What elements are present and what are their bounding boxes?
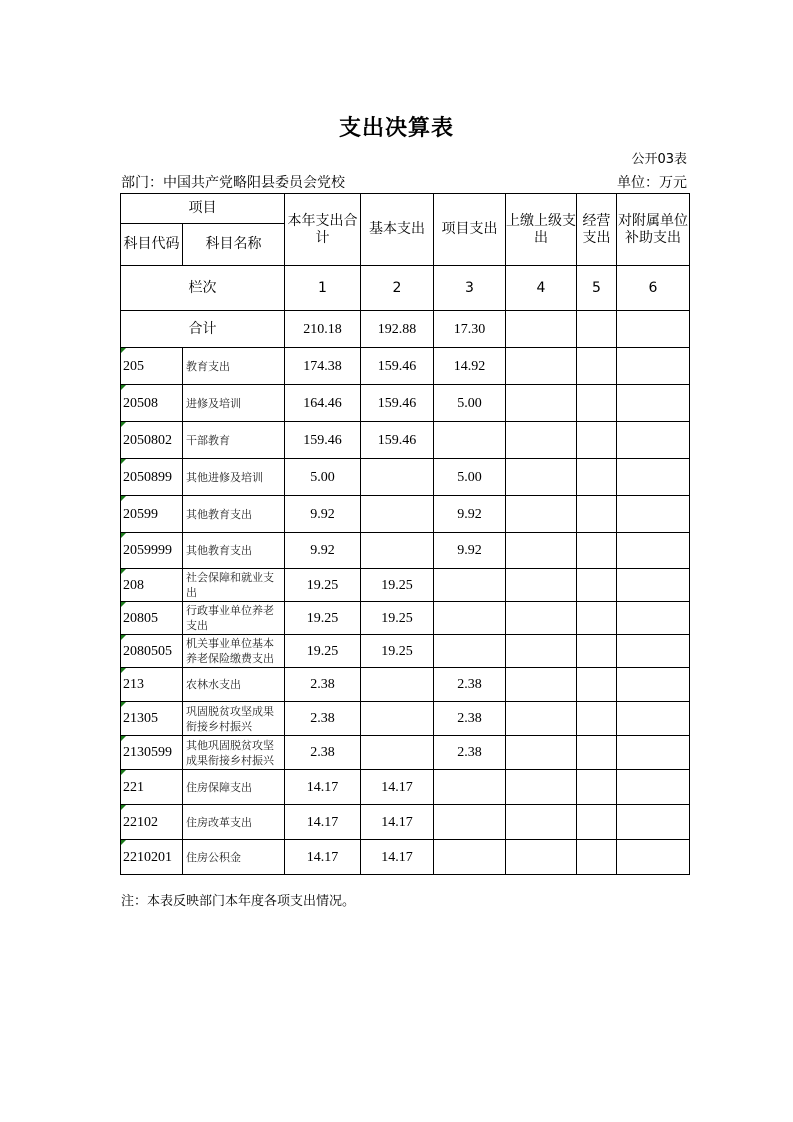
- amount-cell: [577, 459, 617, 496]
- amount-cell: [577, 533, 617, 569]
- amount-cell: [506, 770, 577, 805]
- total-value: 17.30: [434, 311, 506, 348]
- amount-cell: [361, 496, 434, 533]
- amount-cell: [617, 496, 690, 533]
- subject-code: 221: [121, 770, 183, 805]
- table-row: [121, 348, 690, 385]
- amount-cell: 174.38: [285, 348, 361, 385]
- amount-cell: [617, 635, 690, 668]
- amount-cell: [361, 459, 434, 496]
- table-row: [121, 805, 690, 840]
- amount-cell: 9.92: [285, 496, 361, 533]
- amount-cell: [617, 840, 690, 875]
- amount-cell: 14.17: [285, 805, 361, 840]
- header-col-3: 项目支出: [434, 194, 506, 266]
- subject-name: 巩固脱贫攻坚成果衔接乡村振兴: [183, 702, 285, 736]
- subject-code: 21305: [121, 702, 183, 736]
- total-label: 合计: [121, 311, 285, 348]
- amount-cell: [361, 702, 434, 736]
- subject-name: 其他教育支出: [183, 533, 285, 569]
- amount-cell: [577, 348, 617, 385]
- amount-cell: [577, 840, 617, 875]
- amount-cell: 159.46: [361, 422, 434, 459]
- amount-cell: 14.17: [361, 770, 434, 805]
- header-col-2: 基本支出: [361, 194, 434, 266]
- amount-cell: [506, 805, 577, 840]
- subject-name: 住房公积金: [183, 840, 285, 875]
- table-row: [121, 602, 690, 635]
- amount-cell: [617, 668, 690, 702]
- amount-cell: 159.46: [361, 385, 434, 422]
- subject-code: 2210201: [121, 840, 183, 875]
- table-row: [121, 496, 690, 533]
- subject-name: 社会保障和就业支出: [183, 569, 285, 602]
- amount-cell: [617, 348, 690, 385]
- amount-cell: 19.25: [361, 635, 434, 668]
- subject-name: 进修及培训: [183, 385, 285, 422]
- amount-cell: [577, 805, 617, 840]
- column-row-label: 栏次: [121, 266, 285, 311]
- column-number: 3: [434, 266, 506, 311]
- amount-cell: [577, 770, 617, 805]
- header-item: 项目: [121, 194, 285, 224]
- header-col-4: 上缴上级支出: [506, 194, 577, 266]
- header-name: 科目名称: [183, 224, 285, 266]
- subject-name: 其他进修及培训: [183, 459, 285, 496]
- column-number: 6: [617, 266, 690, 311]
- amount-cell: 19.25: [285, 635, 361, 668]
- amount-cell: [577, 385, 617, 422]
- total-row: [121, 311, 690, 348]
- amount-cell: [617, 459, 690, 496]
- amount-cell: [506, 459, 577, 496]
- amount-cell: [361, 533, 434, 569]
- amount-cell: [577, 736, 617, 770]
- column-number: 5: [577, 266, 617, 311]
- amount-cell: [434, 602, 506, 635]
- amount-cell: [577, 702, 617, 736]
- amount-cell: [617, 770, 690, 805]
- header-col-5: 经营支出: [577, 194, 617, 266]
- amount-cell: [577, 496, 617, 533]
- amount-cell: [434, 770, 506, 805]
- subject-name: 行政事业单位养老支出: [183, 602, 285, 635]
- footnote: 注：本表反映部门本年度各项支出情况。: [121, 894, 356, 909]
- amount-cell: [577, 422, 617, 459]
- subject-code: 2050899: [121, 459, 183, 496]
- table-row: [121, 635, 690, 668]
- subject-code: 208: [121, 569, 183, 602]
- amount-cell: 2.38: [285, 702, 361, 736]
- amount-cell: 9.92: [434, 533, 506, 569]
- amount-cell: [506, 533, 577, 569]
- amount-cell: 9.92: [285, 533, 361, 569]
- table-row: [121, 840, 690, 875]
- amount-cell: [506, 496, 577, 533]
- amount-cell: [617, 702, 690, 736]
- subject-name: 机关事业单位基本养老保险缴费支出: [183, 635, 285, 668]
- subject-code: 2059999: [121, 533, 183, 569]
- column-number: 2: [361, 266, 434, 311]
- amount-cell: 14.17: [285, 770, 361, 805]
- amount-cell: [506, 635, 577, 668]
- amount-cell: 5.00: [434, 385, 506, 422]
- amount-cell: 19.25: [361, 602, 434, 635]
- amount-cell: [506, 668, 577, 702]
- header-code: 科目代码: [121, 224, 183, 266]
- amount-cell: 2.38: [434, 702, 506, 736]
- subject-code: 213: [121, 668, 183, 702]
- amount-cell: [506, 602, 577, 635]
- subject-code: 22102: [121, 805, 183, 840]
- subject-name: 干部教育: [183, 422, 285, 459]
- amount-cell: [506, 422, 577, 459]
- amount-cell: 5.00: [434, 459, 506, 496]
- amount-cell: [434, 805, 506, 840]
- table-row: [121, 668, 690, 702]
- unit-label: 单位：万元: [617, 175, 687, 191]
- amount-cell: [506, 348, 577, 385]
- header-col-1: 本年支出合计: [285, 194, 361, 266]
- amount-cell: [506, 569, 577, 602]
- subject-code: 20805: [121, 602, 183, 635]
- table-row: [121, 385, 690, 422]
- column-number: 1: [285, 266, 361, 311]
- amount-cell: 14.92: [434, 348, 506, 385]
- amount-cell: [434, 840, 506, 875]
- total-value: 192.88: [361, 311, 434, 348]
- subject-code: 20508: [121, 385, 183, 422]
- subject-code: 2080505: [121, 635, 183, 668]
- subject-name: 其他教育支出: [183, 496, 285, 533]
- amount-cell: 5.00: [285, 459, 361, 496]
- amount-cell: 14.17: [361, 805, 434, 840]
- amount-cell: 164.46: [285, 385, 361, 422]
- amount-cell: [617, 422, 690, 459]
- amount-cell: [617, 569, 690, 602]
- amount-cell: [506, 702, 577, 736]
- amount-cell: [617, 385, 690, 422]
- amount-cell: 19.25: [285, 602, 361, 635]
- amount-cell: 2.38: [285, 736, 361, 770]
- expenditure-table: [120, 193, 690, 875]
- subject-name: 住房改革支出: [183, 805, 285, 840]
- amount-cell: [577, 668, 617, 702]
- amount-cell: 19.25: [285, 569, 361, 602]
- amount-cell: 2.38: [434, 736, 506, 770]
- amount-cell: [617, 533, 690, 569]
- amount-cell: [577, 569, 617, 602]
- subject-name: 农林水支出: [183, 668, 285, 702]
- amount-cell: 159.46: [285, 422, 361, 459]
- table-row: [121, 770, 690, 805]
- total-value: [506, 311, 577, 348]
- amount-cell: [617, 736, 690, 770]
- amount-cell: 9.92: [434, 496, 506, 533]
- subject-code: 205: [121, 348, 183, 385]
- subject-name: 其他巩固脱贫攻坚成果衔接乡村振兴: [183, 736, 285, 770]
- amount-cell: 2.38: [285, 668, 361, 702]
- amount-cell: [617, 602, 690, 635]
- subject-code: 2130599: [121, 736, 183, 770]
- total-value: [617, 311, 690, 348]
- subject-code: 2050802: [121, 422, 183, 459]
- header-col-6: 对附属单位补助支出: [617, 194, 690, 266]
- table-row: [121, 702, 690, 736]
- amount-cell: 14.17: [361, 840, 434, 875]
- table-row: [121, 533, 690, 569]
- subject-name: 教育支出: [183, 348, 285, 385]
- amount-cell: [577, 602, 617, 635]
- page-title: 支出决算表: [338, 116, 454, 141]
- table-row: [121, 422, 690, 459]
- amount-cell: [434, 422, 506, 459]
- amount-cell: [361, 668, 434, 702]
- amount-cell: 19.25: [361, 569, 434, 602]
- table-row: [121, 736, 690, 770]
- table-number: 公开03表: [631, 152, 687, 167]
- amount-cell: [617, 805, 690, 840]
- department-label: 部门：中国共产党略阳县委员会党校: [121, 175, 345, 191]
- amount-cell: [506, 736, 577, 770]
- total-value: 210.18: [285, 311, 361, 348]
- table-row: [121, 459, 690, 496]
- total-value: [577, 311, 617, 348]
- amount-cell: [506, 385, 577, 422]
- amount-cell: 159.46: [361, 348, 434, 385]
- amount-cell: [434, 635, 506, 668]
- amount-cell: 14.17: [285, 840, 361, 875]
- amount-cell: [506, 840, 577, 875]
- amount-cell: [361, 736, 434, 770]
- subject-code: 20599: [121, 496, 183, 533]
- table-row: [121, 569, 690, 602]
- amount-cell: [577, 635, 617, 668]
- column-number: 4: [506, 266, 577, 311]
- amount-cell: 2.38: [434, 668, 506, 702]
- amount-cell: [434, 569, 506, 602]
- subject-name: 住房保障支出: [183, 770, 285, 805]
